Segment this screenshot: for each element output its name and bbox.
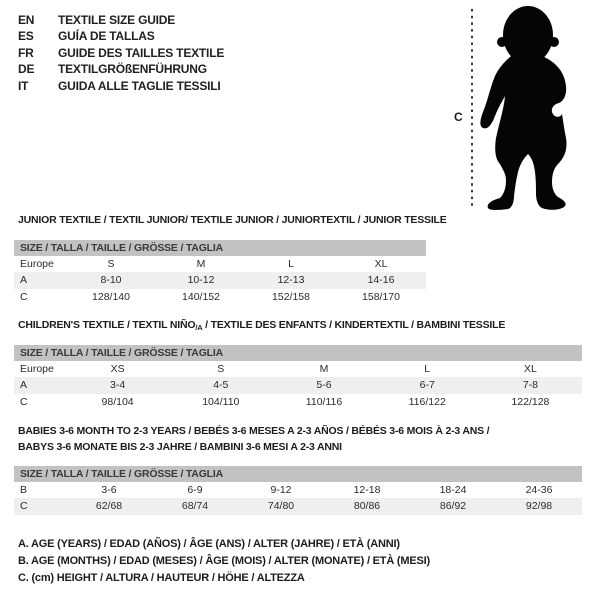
size-value: 110/116 xyxy=(305,395,343,408)
size-value: L xyxy=(424,363,431,376)
size-value: XL xyxy=(523,363,537,376)
size-value: 14-16 xyxy=(367,274,395,287)
babies-title-line2: BABYS 3-6 MONATE BIS 2-3 JAHRE / BAMBINI 3-6 MESI A 2-3 ANNI xyxy=(18,440,342,453)
table-row xyxy=(14,272,426,288)
babies-table xyxy=(14,466,582,515)
row-label: Europe xyxy=(20,258,54,271)
size-value: 152/158 xyxy=(272,290,310,303)
size-value: 7-8 xyxy=(522,379,538,392)
junior-table-title: JUNIOR TEXTILE / TEXTIL JUNIOR/ TEXTILE JUNIOR / JUNIORTEXTIL / JUNIOR TESSILE xyxy=(18,214,447,226)
size-value: 122/128 xyxy=(511,395,550,408)
size-value: S xyxy=(217,363,225,376)
row-label: B xyxy=(20,484,28,497)
size-value: 24-36 xyxy=(525,484,553,497)
size-value: 86/92 xyxy=(439,500,467,513)
junior-table-rows xyxy=(14,256,426,305)
size-value: 12-13 xyxy=(277,274,305,287)
language-text: GUIDE DES TAILLES TEXTILE xyxy=(58,45,225,60)
table-row xyxy=(14,256,426,272)
size-value: XL xyxy=(374,258,388,271)
table-row xyxy=(14,361,582,377)
legend-notes xyxy=(18,536,430,587)
junior-table xyxy=(14,240,426,305)
language-code: FR xyxy=(18,45,34,60)
language-text: GUIDA ALLE TAGLIE TESSILI xyxy=(58,78,221,93)
size-value: 8-10 xyxy=(100,274,122,287)
children-title-subscript: /A xyxy=(195,323,203,332)
row-label: C xyxy=(20,500,28,513)
size-value: 6-9 xyxy=(187,484,203,497)
baby-silhouette xyxy=(480,6,566,210)
size-value: 140/152 xyxy=(182,290,220,303)
language-code: ES xyxy=(18,29,34,44)
size-value: 6-7 xyxy=(419,379,435,392)
size-value: S xyxy=(107,258,115,271)
language-text: TEXTILGRÖßENFÜHRUNG xyxy=(58,62,207,77)
size-header-band: SIZE / TALLA / TAILLE / GRÖSSE / TAGLIA xyxy=(14,240,426,256)
size-header-band: SIZE / TALLA / TAILLE / GRÖSSE / TAGLIA xyxy=(14,345,582,361)
babies-table-rows xyxy=(14,482,582,515)
size-value: 104/110 xyxy=(202,395,240,408)
children-table xyxy=(14,345,582,410)
size-value: 74/80 xyxy=(267,500,295,513)
size-value: 10-12 xyxy=(187,274,215,287)
size-header-band: SIZE / TALLA / TAILLE / GRÖSSE / TAGLIA xyxy=(14,466,582,482)
table-row xyxy=(14,377,582,393)
language-row-de xyxy=(18,61,224,77)
row-label: C xyxy=(20,290,28,303)
size-value: 5-6 xyxy=(316,379,332,392)
size-value: 18-24 xyxy=(439,484,467,497)
size-value: 80/86 xyxy=(353,500,381,513)
size-value: 3-4 xyxy=(110,379,126,392)
language-row-fr xyxy=(18,45,224,61)
language-text: TEXTILE SIZE GUIDE xyxy=(58,13,176,27)
size-value: M xyxy=(196,258,206,271)
note-age-years: A. AGE (YEARS) / EDAD (AÑOS) / ÂGE (ANS) / ALTER (JAHRE) / ETÀ (ANNI) xyxy=(18,538,400,550)
babies-table-title xyxy=(18,424,578,455)
size-value: XS xyxy=(110,363,125,376)
size-value: L xyxy=(288,258,294,271)
babies-title-line1: BABIES 3-6 MONTH TO 2-3 YEARS / BEBÉS 3-6 MESES A 2-3 AÑOS / BÉBÉS 3-6 MOIS À 2-3 ANS / xyxy=(18,425,490,437)
row-label: A xyxy=(20,274,28,287)
table-row xyxy=(14,394,582,410)
size-value: 158/170 xyxy=(362,290,400,303)
size-value: 12-18 xyxy=(353,484,381,497)
language-row-en xyxy=(18,12,224,28)
size-value: 62/68 xyxy=(95,500,123,513)
children-title-part: CHILDREN'S TEXTILE / TEXTIL NIÑO xyxy=(18,319,196,331)
size-value: 68/74 xyxy=(181,500,209,513)
language-code: EN xyxy=(18,13,35,27)
size-value: 98/104 xyxy=(101,395,134,408)
language-row-es xyxy=(18,28,224,44)
table-row xyxy=(14,482,582,498)
language-text: GUÍA DE TALLAS xyxy=(58,29,155,44)
figure-height-label: C xyxy=(454,110,463,124)
language-row-it xyxy=(18,78,224,94)
size-value: 116/122 xyxy=(408,395,446,408)
size-value: 4-5 xyxy=(213,379,229,392)
row-label: C xyxy=(20,395,28,408)
children-title-part: / TEXTILE DES ENFANTS / KINDERTEXTIL / BAMBINI TESSILE xyxy=(202,319,506,331)
table-row xyxy=(14,289,426,305)
table-row xyxy=(14,498,582,514)
language-list xyxy=(18,12,224,94)
size-value: 92/98 xyxy=(525,500,553,513)
size-value: 9-12 xyxy=(270,484,292,497)
size-value: 128/140 xyxy=(92,290,130,303)
children-table-rows xyxy=(14,361,582,410)
language-code: IT xyxy=(18,78,29,93)
note-age-months: B. AGE (MONTHS) / EDAD (MESES) / ÂGE (MOIS) / ALTER (MONATE) / ETÀ (MESI) xyxy=(18,555,430,567)
language-code: DE xyxy=(18,62,35,77)
row-label: Europe xyxy=(20,363,54,376)
baby-silhouette-figure xyxy=(450,2,592,214)
size-value: 3-6 xyxy=(101,484,117,497)
size-value: M xyxy=(319,363,329,376)
children-table-title xyxy=(18,319,505,332)
note-height-cm: C. (cm) HEIGHT / ALTURA / HAUTEUR / HÖHE / ALTEZZA xyxy=(18,572,305,584)
row-label: A xyxy=(20,379,28,392)
